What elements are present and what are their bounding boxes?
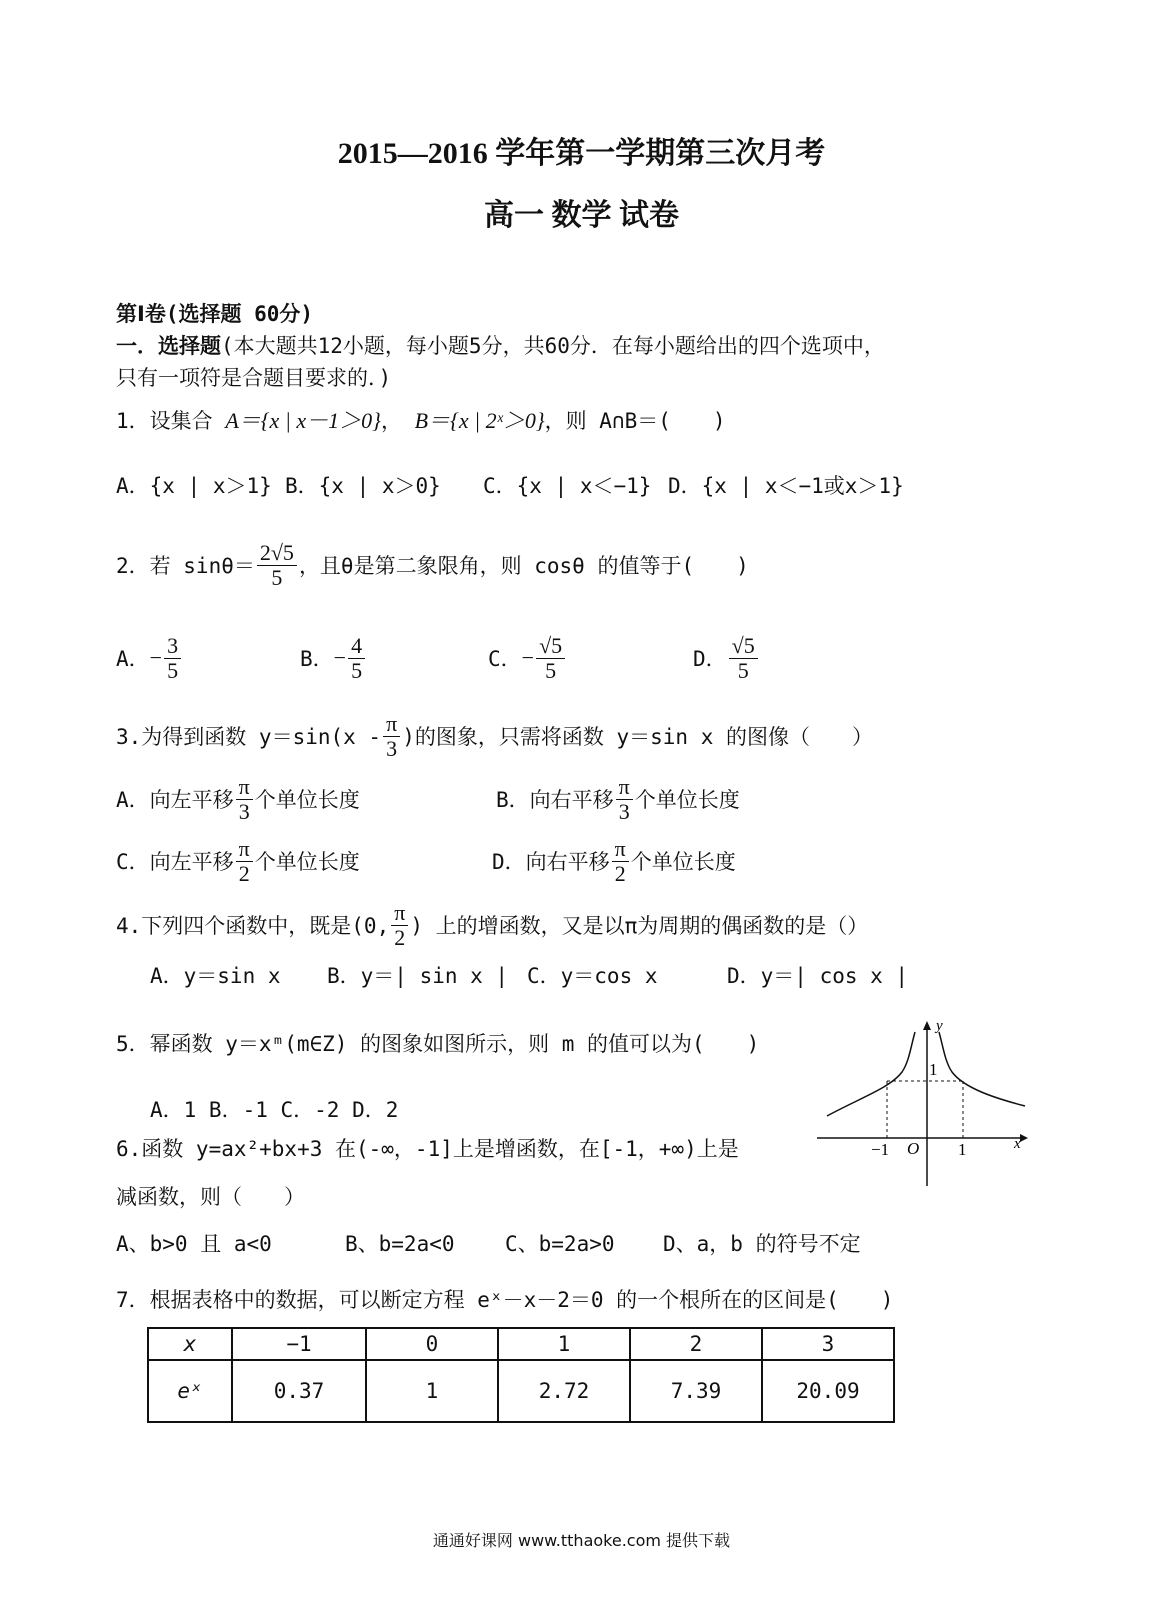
- q6-option-c: C、b=2a>0: [505, 1232, 615, 1256]
- q3-opt-b-tail: 个单位长度: [634, 788, 740, 812]
- graph-tick-y: 1: [929, 1060, 938, 1079]
- graph-y-label: y: [936, 1018, 943, 1034]
- q2-opt-c-num: √5: [536, 634, 565, 658]
- q3-opt-a-tail: 个单位长度: [254, 788, 360, 812]
- q3-opt-a-label: A．向左平移: [116, 788, 234, 812]
- q4-fraction: [391, 901, 408, 948]
- q6-option-d: D、a，b 的符号不定: [663, 1232, 861, 1256]
- q1-option-c: C．{x | x＜−1}: [483, 474, 652, 498]
- q3-opt-b-num: π: [616, 775, 633, 799]
- table-cell: 3: [762, 1328, 894, 1360]
- q6-option-a: A、b>0 且 a<0: [116, 1232, 272, 1256]
- q2-opt-a-num: 3: [164, 634, 181, 658]
- graph-x-arrow-icon: [1020, 1134, 1028, 1142]
- q3-opt-d-num: π: [612, 837, 629, 861]
- table-cell: 0: [366, 1328, 498, 1360]
- q2-opt-b-num: 4: [348, 634, 365, 658]
- q3-opt-b-den: 3: [618, 798, 630, 824]
- q2-opt-c-label: C．: [488, 647, 522, 671]
- q2-opt-d-label: D．: [693, 647, 727, 671]
- q2-option-d: [693, 625, 760, 691]
- q2-fraction: [257, 541, 297, 588]
- q4-suffix: ) 上的增函数，又是以π为周期的偶函数的是（）: [410, 914, 869, 938]
- q3-opt-a-num: π: [236, 775, 253, 799]
- q2-option-b: [300, 625, 367, 691]
- q2-opt-d-frac: [729, 634, 758, 681]
- q3-frac-num: π: [383, 712, 400, 736]
- graph-origin-label: O: [907, 1139, 920, 1158]
- q2-frac-den: 5: [271, 564, 283, 590]
- q6-option-b: B、b=2a<0: [345, 1232, 455, 1256]
- q3-prefix: 3.为得到函数 y＝sin(x -: [116, 725, 382, 749]
- q2-suffix: ，且θ是第二象限角，则 cosθ 的值等于( ): [298, 554, 749, 578]
- question-4: [116, 896, 868, 954]
- graph-tick-neg: −1: [871, 1140, 890, 1159]
- section-label: 一．选择题: [116, 334, 221, 358]
- exam-subtitle: 高一 数学 试卷: [484, 199, 679, 232]
- table-cell: 7.39: [630, 1360, 762, 1422]
- q3-opt-d-label: D．向右平移: [492, 850, 610, 874]
- q3-opt-d-den: 2: [614, 860, 626, 886]
- q2-opt-c-frac: [536, 634, 565, 681]
- q3-option-b: [496, 770, 740, 828]
- q4-option-a: A．y＝sin x: [150, 964, 281, 988]
- q3-frac-den: 3: [386, 735, 398, 761]
- q3-opt-c-label: C．向左平移: [116, 850, 234, 874]
- q1-suffix: ，则 A∩B＝( ): [544, 409, 726, 433]
- graph-curve-right: [939, 1032, 1025, 1106]
- table-cell: eˣ: [148, 1360, 232, 1422]
- page-footer: 通通好课网 www.tthaoke.com 提供下载: [432, 1531, 731, 1550]
- q3-opt-c-num: π: [236, 837, 253, 861]
- q4-option-c: C．y＝cos x: [527, 964, 658, 988]
- section-title: 第Ⅰ卷(选择题 60分): [116, 302, 314, 326]
- section-instructions-line1: (本大题共12小题，每小题5分，共60分．在每小题给出的四个选项中，: [221, 334, 885, 358]
- q3-fraction: [383, 712, 400, 759]
- q4-option-d: D．y＝| cos x |: [727, 964, 909, 988]
- q2-opt-b-sign: −: [333, 645, 347, 670]
- q3-opt-a-den: 3: [238, 798, 250, 824]
- q7-data-table: [147, 1327, 895, 1423]
- question-6-line2: 减函数，则（ ）: [116, 1185, 305, 1209]
- q3-opt-a-frac: [236, 775, 253, 822]
- q1-prefix: 1．设集合: [116, 409, 213, 433]
- q2-opt-c-den: 5: [545, 657, 557, 683]
- q1-set-b: B＝{x | 2ˣ＞0}: [414, 408, 545, 433]
- graph-x-label: x: [1014, 1136, 1021, 1152]
- q4-prefix: 4.下列四个函数中，既是(0,: [116, 914, 390, 938]
- q4-frac-den: 2: [394, 924, 406, 950]
- q2-opt-b-label: B．: [300, 647, 334, 671]
- q1-set-a: A＝{x | x－1＞0}: [225, 408, 381, 433]
- question-6-line1: 6.函数 y=ax²+bx+3 在(-∞，-1]上是增函数，在[-1，+∞)上是: [116, 1137, 739, 1161]
- table-row: [148, 1360, 894, 1422]
- q3-opt-d-tail: 个单位长度: [630, 850, 736, 874]
- table-cell: 1: [366, 1360, 498, 1422]
- q3-option-a: [116, 770, 360, 828]
- q2-opt-d-den: 5: [737, 657, 749, 683]
- section-instructions-line2: 只有一项符是合题目要求的．): [116, 366, 392, 390]
- q3-opt-b-label: B．向右平移: [496, 788, 614, 812]
- q2-opt-a-label: A．: [116, 647, 150, 671]
- q4-option-b: B．y＝| sin x |: [327, 964, 509, 988]
- graph-curve-left: [827, 1032, 915, 1116]
- question-3: [116, 708, 873, 764]
- q4-frac-num: π: [391, 901, 408, 925]
- q1-option-a: A．{x | x＞1}: [116, 474, 272, 498]
- table-cell: 2.72: [498, 1360, 630, 1422]
- question-5: 5．幂函数 y＝xᵐ(m∈Z) 的图象如图所示，则 m 的值可以为( ): [116, 1032, 760, 1056]
- q3-opt-c-frac: [236, 837, 253, 884]
- q2-option-a: [116, 625, 183, 691]
- question-7: 7．根据表格中的数据，可以断定方程 eˣ－x－2＝0 的一个根所在的区间是( ): [116, 1288, 894, 1312]
- graph-y-arrow-icon: [923, 1021, 931, 1030]
- q3-opt-b-frac: [616, 775, 633, 822]
- section-instructions: [116, 330, 885, 360]
- q3-suffix: )的图象，只需将函数 y＝sin x 的图像（ ）: [402, 725, 873, 749]
- table-cell: 2: [630, 1328, 762, 1360]
- q3-option-d: [492, 832, 736, 890]
- exam-title: 2015—2016 学年第一学期第三次月考: [337, 137, 826, 170]
- q5-options: A．1 B．-1 C．-2 D．2: [150, 1098, 399, 1122]
- q2-opt-b-den: 5: [351, 657, 363, 683]
- q5-power-function-graph: [815, 1018, 1030, 1190]
- q2-prefix: 2．若 sinθ＝: [116, 554, 255, 578]
- q3-option-c: [116, 832, 360, 890]
- question-2: [116, 530, 749, 600]
- table-cell: −1: [232, 1328, 366, 1360]
- table-row: [148, 1328, 894, 1360]
- q1-sep: ，: [380, 409, 402, 433]
- q2-frac-num: 2√5: [257, 541, 297, 565]
- question-1: [116, 404, 726, 435]
- table-cell: 1: [498, 1328, 630, 1360]
- table-cell: 20.09: [762, 1360, 894, 1422]
- q2-opt-a-frac: [164, 634, 181, 681]
- q3-opt-c-den: 2: [238, 860, 250, 886]
- q2-opt-a-den: 5: [167, 657, 179, 683]
- q1-option-b: B．{x | x＞0}: [285, 474, 441, 498]
- graph-tick-pos: 1: [958, 1140, 967, 1159]
- q2-opt-a-sign: −: [149, 645, 163, 670]
- table-cell: 0.37: [232, 1360, 366, 1422]
- q2-opt-c-sign: −: [521, 645, 535, 670]
- q3-opt-d-frac: [612, 837, 629, 884]
- q2-opt-d-num: √5: [729, 634, 758, 658]
- table-cell: x: [148, 1328, 232, 1360]
- q2-opt-b-frac: [348, 634, 365, 681]
- q1-option-d: D．{x | x＜−1或x＞1}: [668, 474, 904, 498]
- q3-opt-c-tail: 个单位长度: [254, 850, 360, 874]
- q2-option-c: [488, 625, 567, 691]
